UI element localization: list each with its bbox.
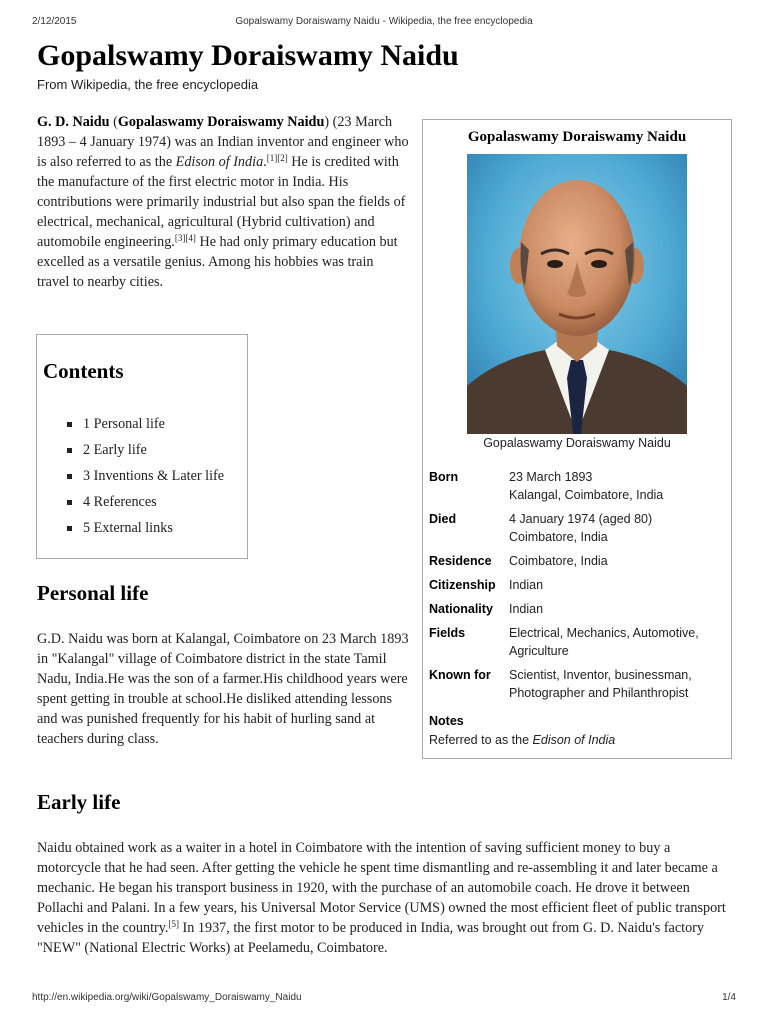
toc-item-references[interactable]: 4 References <box>67 489 224 515</box>
citation-link-4[interactable]: [4] <box>185 233 196 243</box>
early-life-paragraph: Naidu obtained work as a waiter in a hotel in Coimbatore with the intention of saving sufficient money to buy a motorcycle that he had seen. After getting the vehicle he spent time dismantling and re-assembling it and later became a mechanic. He began his transport business in 1920, with the purchase of an automobile coach. He drove it between Pollachi and Palani. In a few years, his Universal Motor Service (UMS) owned the most efficient fleet of public transport vehicles in the country.[5] In 1937, the first motor to be produced in India, was brought out from G. D. Naidu's factory "NEW" (National Electric Works) at Peelamedu, Coimbatore. <box>37 840 726 956</box>
toc-heading: Contents <box>43 359 124 383</box>
citation-link-1[interactable]: [1] <box>266 153 278 163</box>
article-title: Gopalswamy Doraiswamy Naidu <box>37 39 459 72</box>
intro-bold-fullname: Gopalaswamy Doraiswamy Naidu <box>117 114 325 130</box>
toc-item-inventions[interactable]: 3 Inventions & Later life <box>67 463 224 489</box>
print-url: http://en.wikipedia.org/wiki/Gopalswamy_Doraiswamy_Naidu <box>32 992 302 1003</box>
citation-link-3[interactable]: [3] <box>174 233 186 243</box>
print-page-number: 1/4 <box>722 992 736 1003</box>
infobox: Gopalaswamy Doraiswamy Naidu Gopalaswamy Doraiswamy Naidu Born 23 March 1893 Kalangal, Coimbatore, India Died 4 January 1974 (aged 80) Coimbatore, India Residence Coimbatore, India Citizenship Indian Nationality Indian Fields Electrical, Mechanics, Automotive, Agriculture Known for Scientist, Inventor, businessman, Photographer and Philanthropist Notes Referred to as the Edison of India <box>422 119 732 759</box>
infobox-title: Gopalaswamy Doraiswamy Naidu <box>467 129 687 145</box>
citation-link-2[interactable]: [2] <box>277 153 288 163</box>
portrait-photo[interactable] <box>467 154 687 434</box>
intro-paragraph: G. D. Naidu (Gopalaswamy Doraiswamy Naidu) (23 March 1893 – 4 January 1974) was an Indian inventor and engineer who is also referred to as the Edison of India.[1][2] He is credited with the manufacture of the first electric motor in India. His contributions were primarily industrial but also span the fields of electrical, mechanical, agricultural (Hybrid cultivation) and automobile engineering.[3][4] He had only primary education but excelled as a versatile genius. Among his hobbies was train travel to nearby cities. <box>37 114 409 290</box>
print-date: 2/12/2015 <box>32 16 77 27</box>
toc-item-personal-life[interactable]: 1 Personal life <box>67 411 224 437</box>
print-page-title: Gopalswamy Doraiswamy Naidu - Wikipedia, the free encyclopedia <box>235 16 533 27</box>
portrait-illustration <box>467 154 687 434</box>
print-header <box>32 16 736 30</box>
toc-list <box>67 411 224 541</box>
article-source-line: From Wikipedia, the free encyclopedia <box>37 77 259 92</box>
portrait-caption: Gopalaswamy Doraiswamy Naidu <box>483 436 671 450</box>
section-heading-personal-life: Personal life <box>37 581 149 605</box>
table-of-contents <box>36 334 248 559</box>
intro-edison-italic: Edison of India <box>175 154 264 170</box>
birthplace-link[interactable]: Kalangal, Coimbatore, India <box>509 488 664 502</box>
deathplace-link[interactable]: Coimbatore, India <box>509 530 608 544</box>
infobox-notes-value: Referred to as the Edison of India <box>429 733 616 747</box>
print-footer <box>32 992 736 1006</box>
intro-bold-name: G. D. Naidu <box>37 114 110 130</box>
toc-item-external-links[interactable]: 5 External links <box>67 515 224 541</box>
citation-link-5[interactable]: [5] <box>168 919 179 929</box>
personal-life-paragraph: G.D. Naidu was born at Kalangal, Coimbatore on 23 March 1893 in "Kalangal" village of Coimbatore district in the state Tamil Nadu, India.He was the son of a farmer.His childhood years were spent getting in trouble at school.He disliked attending lessons and was punished frequently for his habit of hurling sand at teachers during class. <box>37 631 409 747</box>
infobox-notes-label: Notes <box>429 714 464 728</box>
residence-link[interactable]: Coimbatore, India <box>509 554 608 568</box>
toc-item-early-life[interactable]: 2 Early life <box>67 437 224 463</box>
section-heading-early-life: Early life <box>37 790 121 814</box>
